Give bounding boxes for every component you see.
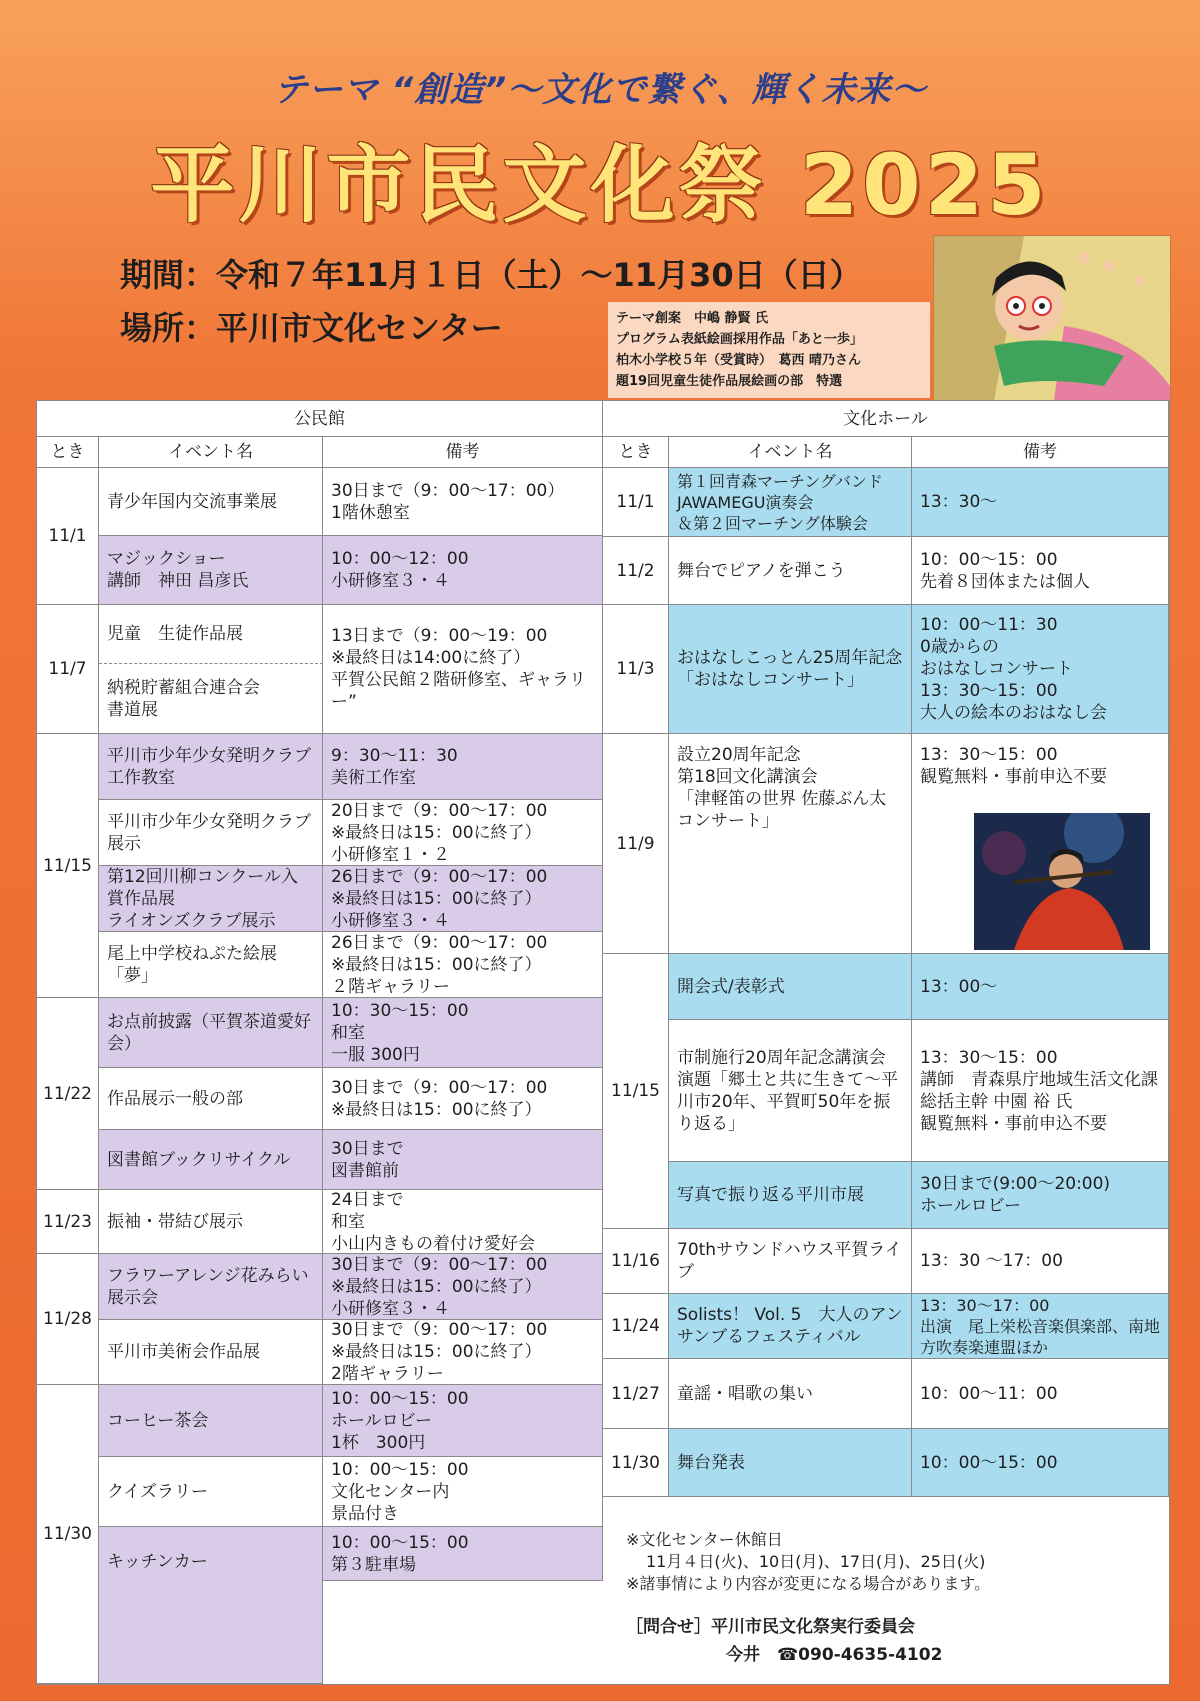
event-name: 作品展示一般の部: [99, 1068, 323, 1130]
contact-info: [626, 1613, 942, 1669]
event-note: 10：00〜15：00 先着８団体または個人: [912, 537, 1169, 605]
cover-artwork-image: [933, 235, 1171, 402]
artwork-caption: [608, 302, 930, 398]
event-name: コーヒー茶会: [99, 1385, 323, 1457]
event-note: 30日まで（9：00〜17：00） 1階休憩室: [323, 468, 603, 536]
event-note: 20日まで（9：00〜17：00 ※最終日は15：00に終了） 小研修室１・２: [323, 800, 603, 866]
event-name: 70thサウンドハウス平賀ライブ: [669, 1229, 912, 1294]
event-name: 写真で振り返る平川市展: [669, 1162, 912, 1229]
event-name: 市制施行20周年記念講演会 演題「郷土と共に生きて〜平川市20年、平賀町50年を振り返る」: [669, 1020, 912, 1162]
event-note: 10：00〜11：00: [912, 1359, 1169, 1429]
date-cell: 11/27: [603, 1359, 669, 1429]
schedule-table: [36, 400, 1170, 1685]
event-name: 設立20周年記念 第18回文化講演会 「津軽笛の世界 佐藤ぶん太コンサート」: [669, 734, 912, 954]
event-note: 10：00〜15：00 第３駐車場: [323, 1527, 603, 1581]
date-cell: 11/1: [603, 468, 669, 537]
event-note: 10：00〜11：30 0歳からの おはなしコンサート 13：30〜15：00 大人の絵本のおはなし会: [912, 605, 1169, 734]
event-name: 童謡・唱歌の集い: [669, 1359, 912, 1429]
date-cell: 11/23: [37, 1190, 99, 1254]
event-note: 26日まで（9：00〜17：00 ※最終日は15：00に終了） ２階ギャラリー: [323, 932, 603, 998]
date-cell: 11/28: [37, 1254, 99, 1385]
event-note: 24日まで 和室 小山内きもの着付け愛好会: [323, 1190, 603, 1254]
col-header-event: イベント名: [669, 437, 912, 468]
event-name: キッチンカー: [99, 1527, 323, 1684]
event-note: 13：30〜: [912, 468, 1169, 537]
event-name: 納税貯蓄組合連合会 書道展: [99, 664, 323, 734]
event-note: 30日まで（9：00〜17：00 ※最終日は15：00に終了） 2階ギャラリー: [323, 1320, 603, 1385]
event-name: 平川市少年少女発明クラブ展示: [99, 800, 323, 866]
date-cell: 11/30: [37, 1385, 99, 1684]
performer-photo: [974, 813, 1150, 950]
theme-heading: テーマ “創造”〜文化で繋ぐ、輝く未来〜: [273, 70, 927, 110]
change-notice: ※諸事情により内容が変更になる場合があります。: [626, 1574, 991, 1593]
event-venue: 場所：平川市文化センター: [120, 309, 503, 347]
closure-notes: [626, 1529, 990, 1595]
closed-days-list: 11月４日(火)、10日(月)、17日(月)、25日(火): [646, 1552, 986, 1571]
event-name: お点前披露（平賀茶道愛好会）: [99, 998, 323, 1068]
festival-title: 平川市民文化祭 2025: [150, 136, 1050, 234]
event-note: 10：30〜15：00 和室 一服 300円: [323, 998, 603, 1068]
date-cell: 11/22: [37, 998, 99, 1190]
event-name: フラワーアレンジ花みらい展示会: [99, 1254, 323, 1320]
date-cell: 11/7: [37, 605, 99, 734]
col-header-time: とき: [37, 437, 99, 468]
event-name: 平川市少年少女発明クラブ工作教室: [99, 734, 323, 800]
event-note: 10：00〜15：00 ホールロビー 1杯 300円: [323, 1385, 603, 1457]
contact-person: 今井 ☎090-4635-4102: [726, 1645, 943, 1665]
event-name: マジックショー 講師 神田 昌彦氏: [99, 536, 323, 605]
event-period: 期間：令和７年11月１日（土）〜11月30日（日）: [120, 256, 862, 294]
col-header-note: 備考: [323, 437, 603, 468]
event-note: 13日まで（9：00〜19：00 ※最終日は14:00に終了） 平賀公民館２階研修室、ギャラリー”: [323, 605, 603, 734]
event-note: 30日まで（9：00〜17：00 ※最終日は15：00に終了） 小研修室３・４: [323, 1254, 603, 1320]
event-note: 13：30〜15：00 観覧無料・事前申込不要: [912, 734, 1169, 954]
event-name: 平川市美術会作品展: [99, 1320, 323, 1385]
date-cell: 11/24: [603, 1294, 669, 1359]
event-note: 10：00〜15：00: [912, 1429, 1169, 1497]
date-cell: 11/2: [603, 537, 669, 605]
event-name: 振袖・帯結び展示: [99, 1190, 323, 1254]
event-note: 30日まで（9：00〜17：00 ※最終日は15：00に終了）: [323, 1068, 603, 1130]
event-note: 13：30 〜17：00: [912, 1229, 1169, 1294]
event-name: 図書館ブックリサイクル: [99, 1130, 323, 1190]
date-cell: 11/9: [603, 734, 669, 954]
event-note: 13：30〜17：00 出演 尾上栄松音楽倶楽部、南地方吹奏楽連盟ほか: [912, 1294, 1169, 1359]
event-name: おはなしこっとん25周年記念「おはなしコンサート」: [669, 605, 912, 734]
event-name: 舞台発表: [669, 1429, 912, 1497]
date-cell: 11/15: [37, 734, 99, 998]
event-name: 尾上中学校ねぷた絵展「夢」: [99, 932, 323, 998]
event-name: Solists！ Vol. 5 大人のアンサンブるフェスティバル: [669, 1294, 912, 1359]
col-header-event: イベント名: [99, 437, 323, 468]
date-cell: 11/16: [603, 1229, 669, 1294]
closed-days-title: ※文化センター休館日: [626, 1530, 783, 1549]
event-note: 10：00〜12：00 小研修室３・４: [323, 536, 603, 605]
event-name: 青少年国内交流事業展: [99, 468, 323, 536]
venue-header-bunka-hall: 文化ホール: [603, 401, 1169, 437]
event-name: 児童 生徒作品展: [99, 605, 323, 664]
venue-header-kominkan: 公民館: [37, 401, 603, 437]
event-name: 舞台でピアノを弾こう: [669, 537, 912, 605]
event-note: 26日まで（9：00〜17：00 ※最終日は15：00に終了） 小研修室３・４: [323, 866, 603, 932]
event-name: クイズラリー: [99, 1457, 323, 1527]
event-name: 第１回青森マーチングバンドJAWAMEGU演奏会 ＆第２回マーチング体験会: [669, 468, 912, 537]
caption-line: 題19回児童生徒作品展絵画の部 特選: [616, 374, 843, 389]
date-cell: 11/1: [37, 468, 99, 605]
event-note: 30日まで(9:00〜20:00) ホールロビー: [912, 1162, 1169, 1229]
event-note: 13：30〜15：00 講師 青森県庁地域生活文化課 総括主幹 中園 裕 氏 観覧無料・事前申込不要: [912, 1020, 1169, 1162]
date-cell: 11/15: [603, 954, 669, 1229]
event-name: 開会式/表彰式: [669, 954, 912, 1020]
event-note: 13：00〜: [912, 954, 1169, 1020]
date-cell: 11/3: [603, 605, 669, 734]
caption-line: 柏木小学校５年（受賞時） 葛西 晴乃さん: [616, 353, 862, 368]
col-header-note: 備考: [912, 437, 1169, 468]
event-note: 10：00〜15：00 文化センター内 景品付き: [323, 1457, 603, 1527]
caption-line: プログラム表紙絵画採用作品「あと一歩」: [616, 332, 863, 347]
event-note: 9：30〜11：30 美術工作室: [323, 734, 603, 800]
date-cell: 11/30: [603, 1429, 669, 1497]
col-header-time: とき: [603, 437, 669, 468]
contact-label: ［問合せ］平川市民文化祭実行委員会: [626, 1617, 915, 1637]
event-note: 30日まで 図書館前: [323, 1130, 603, 1190]
event-name: 第12回川柳コンクール入賞作品展 ライオンズクラブ展示: [99, 866, 323, 932]
caption-line: テーマ創案 中嶋 静賢 氏: [616, 311, 769, 326]
